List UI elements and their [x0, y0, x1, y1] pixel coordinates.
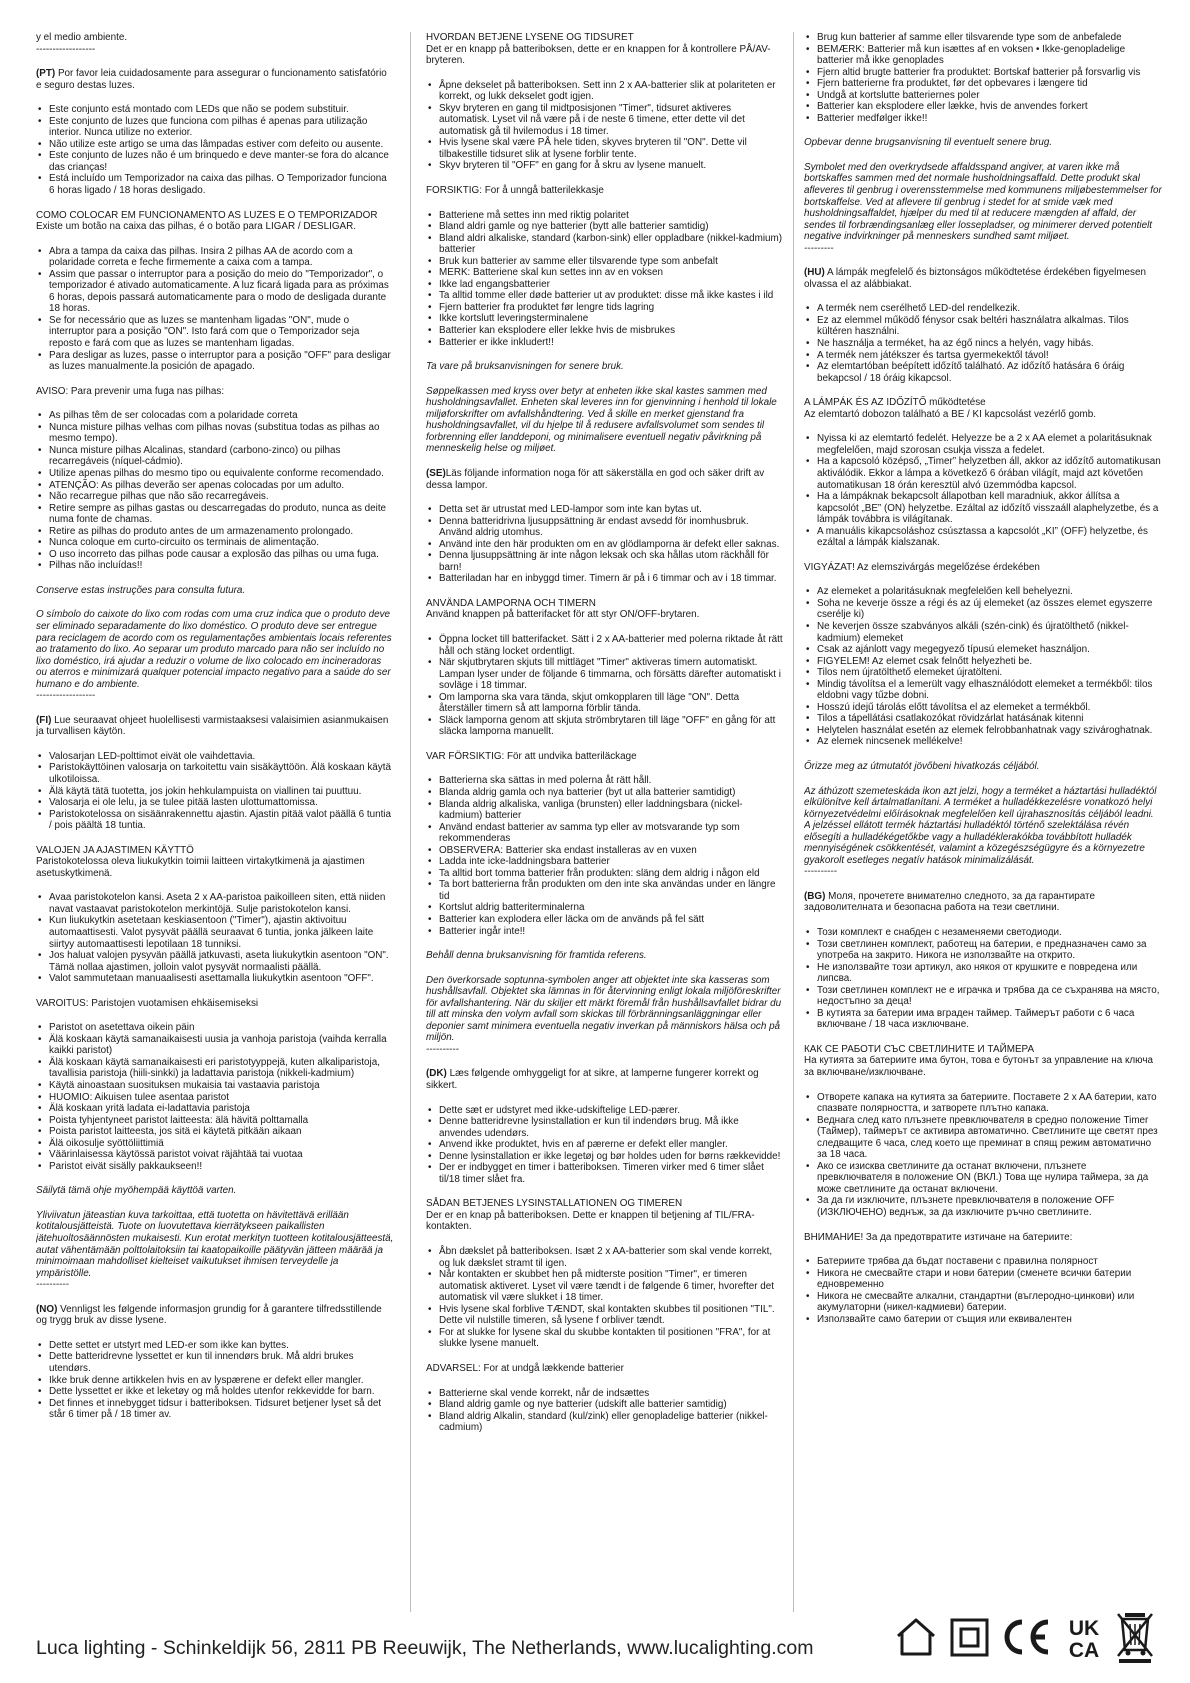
list-item: • Jos haluat valojen pysyvän päällä jatkuvasti, aseta liukukytkin asentoon "ON". Tämä nollaa ajastimen, jolloin valot pysyvät normaalisti päällä. — [36, 950, 394, 973]
list-item: • Този светлинен комплект не е играчка и трябва да се съхранява на място, недостъпно за деца! — [804, 985, 1162, 1008]
italic-note — [426, 950, 784, 962]
ukca-bottom: CA — [1068, 1639, 1100, 1662]
list-item: • Skyv bryteren til "OFF" en gang for å skru av lysene manuelt. — [426, 160, 784, 172]
list-item: • Det finnes et innebygget tidsur i batteriboksen. Tidsuret betjener lyset så det står 6 timer på / 18 timer av. — [36, 1398, 394, 1421]
italic-note — [426, 361, 784, 373]
list-item: • Fjern batterier fra produktet før lengre tids lagring — [426, 302, 784, 314]
bullet-list — [804, 927, 1162, 1031]
list-item: • Ez az elemmel működő fénysor csak beltéri használatra alkalmas. Tilos kültéren használni. — [804, 315, 1162, 338]
note-text: Őrizze meg az útmutatót jövőbeni hivatkozás céljából. — [804, 760, 1040, 772]
list-item: • Älä oikosulje syöttöliittimiä — [36, 1138, 394, 1150]
list-item: • Mindig távolítsa el a lemerült vagy elhasználódott elemeket a termékből: tilos eldobni vagy tűzbe dobni. — [804, 679, 1162, 702]
list-item: • Веднага след като плъзнете превключвателя в средно положение Timer (Таймер), таймерът се активира автоматично. Светлините ще светят през следващите 6 часа, след което ще преминат в спящ режим автоматично за 18 часа. — [804, 1115, 1162, 1161]
list-item: • Soha ne keverje össze a régi és az új elemeket (az összes elemet egyszerre cserélje ki) — [804, 598, 1162, 621]
bullet-list — [804, 586, 1162, 748]
list-item: • Não utilize este artigo se uma das lâmpadas estiver com defeito ou ausente. — [36, 139, 394, 151]
section-text — [36, 998, 394, 1010]
list-item: • Utilize apenas pilhas do mesmo tipo ou equivalente conforme recomendado. — [36, 468, 394, 480]
list-item: • Батериите трябва да бъдат поставени с правилна полярност — [804, 1256, 1162, 1268]
list-item: • Az elemeket a polaritásuknak megfelelően kell behelyezni. — [804, 586, 1162, 598]
list-item: • Brug kun batterier af samme eller tilsvarende type som de anbefalede — [804, 32, 1162, 44]
list-item: • Nunca coloque em curto-circuito os terminais de alimentação. — [36, 537, 394, 549]
list-item: • Tilos nem újratölthető elemeket újratölteni. — [804, 667, 1162, 679]
list-item: • Kortslut aldrig batteriterminalerna — [426, 902, 784, 914]
list-item: • Assim que passar o interruptor para a posição do meio do "Temporizador", o temporizador é ativado automaticamente. A luz ficará ligada para as próximas 6 horas, depois passará automaticamente para o modo de desligada durante 18 horas. — [36, 269, 394, 315]
list-item: • Åbn dækslet på batteriboksen. Isæt 2 x AA-batterier som skal vende korrekt, og luk dækslet stramt til igen. — [426, 1246, 784, 1269]
note-text: O símbolo do caixote do lixo com rodas com uma cruz indica que o produto deve ser eliminado separadamente do lixo doméstico. O produto deve ser entregue para reciclagem de acordo com os regulamentações ambientais locais referentes ao tratamento do lixo. Ao separar um produto marcado para não ser incluído no lixo doméstico, irá ajudar a reduzir o volume de lixo colocado em incineradoras ou aterros e minimizará qualquer potencial impacto negativo para a saúde do ser humano e do ambiente. ------------------ — [36, 609, 392, 702]
section-text — [426, 32, 784, 67]
language-section-intro — [36, 715, 394, 738]
section-text — [426, 1198, 784, 1233]
list-item: • Ta bort batterierna från produkten om den inte ska användas under en längre tid — [426, 879, 784, 902]
bullet-list — [426, 1388, 784, 1434]
paragraph: A LÁMPÁK ÉS AZ IDŐZÍTŐ működtetése Az elemtartó dobozon található a BE / KI kapcsolást vezérlő gomb. — [804, 397, 1097, 420]
column-3 — [804, 32, 1162, 1607]
bullet-list — [36, 246, 394, 373]
bullet-list — [36, 1022, 394, 1172]
list-item: • Batterier ingår inte!! — [426, 926, 784, 938]
list-item: • Paristokäyttöinen valosarja on tarkoitettu vain sisäkäyttöön. Älä koskaan käytä ulkotiloissa. — [36, 762, 394, 785]
bullet-list — [36, 410, 394, 572]
list-item: • Dette settet er utstyrt med LED-er som ikke kan byttes. — [36, 1340, 394, 1352]
list-item: • Der er indbygget en timer i batteriboksen. Timeren virker med 6 timer slået til/18 timer slået fra. — [426, 1162, 784, 1185]
list-item: • Batterierne skal vende korrekt, når de indsættes — [426, 1388, 784, 1400]
list-item: • As pilhas têm de ser colocadas com a polaridade correta — [36, 410, 394, 422]
bullet-list — [36, 751, 394, 832]
paragraph: VAR FÖRSIKTIG: För att undvika batteriläckage — [426, 750, 637, 762]
crossed-out-wheelie-bin-icon — [1115, 1608, 1155, 1664]
note-text: Symbolet med den overkrydsede affaldsspand angiver, at varen ikke må bortskaffes sammen med det normale husholdningsaffald. Dette produkt skal afleveres til genbrug i overensstemmelse med kommunens miljøbestemmelser for bortskaffelse. Ved at aflevere til genbrug i stedet for at smide væk med husholdningsaffaldet, hjælper du med til at reducere mængden af affald, der sendes til forbrændingsanlæg eller lossepladser, og minimerer derved potentielt negative indvirkninger på menneskers sundhed samt miljøet. --------- — [804, 161, 1162, 254]
section-text — [804, 562, 1162, 574]
list-item: • Detta set är utrustat med LED-lampor som inte kan bytas ut. — [426, 504, 784, 516]
paragraph: ВНИМАНИЕ! За да предотвратите изтичане на батериите: — [804, 1231, 1073, 1243]
note-text: Den överkorsade soptunna-symbolen anger att objektet inte ska kasseras som hushållsavfall. Objektet ska lämnas in för återvinning enligt lokala miljöföreskrifter för avfallshantering. När du skiljer ett märkt föremål från hushållsavfallet bidrar du till att minska den volym avfall som skickas till förbränningsanläggningar eller deponier samt minimera eventuella negativ inverkan på människors hälsa och på miljön. ---------- — [426, 974, 782, 1055]
list-item: • Denna ljusuppsättning är inte någon leksak och ska hållas utom räckhåll för barn! — [426, 550, 784, 573]
paragraph: VIGYÁZAT! Az elemszivárgás megelőzése érdekében — [804, 561, 1040, 573]
list-item: • Kun liukukytkin asetetaan keskiasentoon ("Timer"), ajastin aktivoituu automaattisesti. Valot pysyvät päällä seuraavat 6 tuntia, jonka jälkeen laite siirtyy automaattisesti lepotilaan 18 tunniksi. — [36, 915, 394, 950]
list-item: • Batterier kan eksplodere eller lække, hvis de anvendes forkert — [804, 101, 1162, 113]
list-item: • Anvend ikke produktet, hvis en af pærerne er defekt eller mangler. — [426, 1139, 784, 1151]
language-code: (BG) — [804, 890, 826, 902]
note-text: Yliviivatun jäteastian kuva tarkoittaa, että tuotetta on hävitettävä erillään kotitalousjätteistä. Tuote on luovutettava kierrätykseen paikallisten jätehuoltosäännösten mukaisesti. Kun erotat merkityn tuotteen kotitalousjätteestä, autat vähentämään polttolaitoksiin tai kaatopaikoille päätyvän jätteen määrää ja minimoimaan mahdolliset kielteiset vaikutukset ihmisen terveydelle ja ympäristölle. ---------- — [36, 1209, 394, 1291]
list-item: • Bland aldrig Alkalin, standard (kul/zink) eller genopladelige batterier (nikkel-cadmium) — [426, 1411, 784, 1434]
list-item: • Pilhas não incluídas!! — [36, 560, 394, 572]
section-text — [426, 185, 784, 197]
list-item: • Denne batteridrevne lysinstallation er kun til indendørs brug. Må ikke anvendes udendørs. — [426, 1116, 784, 1139]
list-item: • Denne lysinstallation er ikke legetøj og bør holdes uden for børns rækkevidde! — [426, 1151, 784, 1163]
language-code: (SE) — [426, 467, 446, 479]
list-item: • Tilos a tápellátási csatlakozókat rövidzárlat hatásának kitenni — [804, 713, 1162, 725]
list-item: • Az elemek nincsenek mellékelve! — [804, 736, 1162, 748]
list-item: • Dette batteridrevne lyssettet er kun til innendørs bruk. Må aldri brukes utendørs. — [36, 1351, 394, 1374]
list-item: • Ha a kapcsoló középső, „Timer” helyzetben áll, akkor az időzítő automatikusan aktiválódik. Ekkor a lámpa a következő 6 órában világít, majd azt követően automatikusan 18 órán keresztül alvó üzemmódba kapcsol. — [804, 456, 1162, 491]
list-item: • Ако се изисква светлините да останат включени, плъзнете превключвателя в положение ON (ВКЛ.) Това ще нулира таймера, за да може светлините да останат включени. — [804, 1161, 1162, 1196]
list-item: • Hvis lysene skal forblive TÆNDT, skal kontakten skubbes til positionen "TIL". Dette vil nulstille timeren, så lysene f orbliver tændt. — [426, 1304, 784, 1327]
list-item: • Ikke lad engangsbatterier — [426, 279, 784, 291]
list-item: • Åpne dekselet på batteriboksen. Sett inn 2 x AA-batterier slik at polariteten er korrekt, og lukk dekselet godt igjen. — [426, 80, 784, 103]
list-item: • Denna batteridrivna ljusuppsättning är endast avsedd för inomhusbruk. Använd aldrig utomhus. — [426, 516, 784, 539]
italic-note — [804, 761, 1162, 773]
bullet-list — [36, 892, 394, 984]
section-text — [36, 32, 394, 55]
list-item: • Отворете капака на кутията за батериите. Поставете 2 x AA батерии, като спазвате полярността, и затворете плътно капака. — [804, 1092, 1162, 1115]
list-item: • Batterier kan eksplodere eller lekke hvis de misbrukes — [426, 325, 784, 337]
section-text — [36, 210, 394, 233]
bullet-list — [426, 634, 784, 738]
list-item: • Ne keverjen össze szabványos alkáli (szén-cink) és újratölthető (nikkel-kadmium) elemeket — [804, 621, 1162, 644]
list-item: • В кутията за батерии има вграден таймер. Таймерът работи с 6 часа включване / 18 часа изключване. — [804, 1008, 1162, 1031]
list-item: • BEMÆRK: Batterier må kun isættes af en voksen • Ikke-genopladelige batterier må ikke genoplades — [804, 44, 1162, 67]
list-item: • Käytä ainoastaan suosituksen mukaisia tai vastaavia paristoja — [36, 1080, 394, 1092]
list-item: • O uso incorreto das pilhas pode causar a explosão das pilhas ou uma fuga. — [36, 549, 394, 561]
note-text: Opbevar denne brugsanvisning til eventuelt senere brug. — [804, 137, 1053, 149]
list-item: • Batterier er ikke inkludert!! — [426, 337, 784, 349]
list-item: • Abra a tampa da caixa das pilhas. Insira 2 pilhas AA de acordo com a polaridade correta e feche firmemente a caixa com a tampa. — [36, 246, 394, 269]
list-item: • Undgå at kortslutte batteriernes poler — [804, 90, 1162, 102]
section-text — [804, 1232, 1162, 1244]
list-item: • Никога не смесвайте стари и нови батерии (сменете всички батерии едновременно — [804, 1268, 1162, 1291]
bullet-list — [804, 1256, 1162, 1325]
list-item: • Når kontakten er skubbet hen på midterste position "Timer", er timeren automatisk aktiveret. Lyset vil være tændt i de følgende 6 timer, hvorefter det automatisk vil være slukket i 18 timer. — [426, 1269, 784, 1304]
bullet-list — [36, 104, 394, 196]
bullet-list — [426, 80, 784, 172]
bullet-list — [36, 1340, 394, 1421]
list-item: • A termék nem játékszer és tartsa gyermekektől távol! — [804, 350, 1162, 362]
note-text: Behåll denna bruksanvisning för framtida referens. — [426, 950, 647, 962]
bullet-list — [804, 32, 1162, 124]
language-section-intro — [426, 468, 784, 491]
section-text — [804, 397, 1162, 420]
list-item: • Ta alltid tomme eller døde batterier ut av produktet: disse må ikke kastes i ild — [426, 290, 784, 302]
note-text: Søppelkassen med kryss over betyr at enheten ikke skal kastes sammen med husholdningsavfallet. Enheten skal leveres inn for gjenvinning i henhold til lokale miljøforskrifter om avfallshåndtering. Ved å skille en merket gjenstand fra husholdningsavfallet, vil du hjelpe til å redusere avfallsvolumet som sendes til forbrenning eller landdeponi, og minimalisere eventuell negativ påvirkning på menneskelig helse og miljøet. — [426, 385, 777, 455]
list-item: • Skyv bryteren en gang til midtposisjonen "Timer", tidsuret aktiveres automatisk. Lyset vil nå være på i de neste 6 timene, etter dette vil det automatisk gå til hvilemodus i 18 timer. — [426, 103, 784, 138]
list-item: • For at slukke for lysene skal du skubbe kontakten til positionen "FRA", for at slukke lysene manuelt. — [426, 1327, 784, 1350]
list-item: • Fjern batterierne fra produktet, før det opbevares i længere tid — [804, 78, 1162, 90]
list-item: • Öppna locket till batterifacket. Sätt i 2 x AA-batterier med polerna riktade åt rätt håll och stäng locket ordentligt. — [426, 634, 784, 657]
ce-mark-icon — [999, 1614, 1053, 1660]
list-item: • Para desligar as luzes, passe o interruptor para a posição "OFF" para desligar as luzes manualmente.la posición de apagado. — [36, 350, 394, 373]
list-item: • A termék nem cserélhető LED-del rendelkezik. — [804, 303, 1162, 315]
language-section-intro — [804, 267, 1162, 290]
language-code: (DK) — [426, 1068, 447, 1080]
list-item: • Använd inte den här produkten om en av glödlamporna är defekt eller saknas. — [426, 539, 784, 551]
italic-note — [426, 975, 784, 1056]
language-section-intro — [36, 68, 394, 91]
list-item: • Nyissa ki az elemtartó fedelét. Helyezze be a 2 x AA elemet a polaritásuknak megfelelően, majd szorosan csukja vissza a fedelet. — [804, 433, 1162, 456]
list-item: • Retire as pilhas do produto antes de um armazenamento prolongado. — [36, 526, 394, 538]
list-item: • Se for necessário que as luzes se mantenham ligadas "ON", mude o interruptor para a posição "ON". Isto fará com que o Temporizador seja reposto e fará com que as luzes se mantenham ligadas. — [36, 315, 394, 350]
italic-note — [36, 1185, 394, 1197]
list-item: • За да ги изключите, плъзнете превключвателя в положение OFF (ИЗКЛЮЧЕНО) веднъж, за да изключите ръчно светлините. — [804, 1195, 1162, 1218]
list-item: • Batteriladan har en inbyggd timer. Timern är på i 6 timmar och av i 18 timmar. — [426, 573, 784, 585]
ukca-top: UK — [1068, 1617, 1100, 1640]
intro-text: Läs följande information noga för att säkerställa en god och säker drift av dessa lampor. — [426, 467, 765, 491]
indoor-use-house-icon — [893, 1614, 939, 1660]
list-item: • HUOMIO: Aikuisen tulee asentaa paristot — [36, 1092, 394, 1104]
bullet-list — [426, 504, 784, 585]
list-item: • Blanda aldrig alkaliska, vanliga (brunsten) eller laddningsbara (nickel-kadmium) batterier — [426, 799, 784, 822]
intro-text: Læs følgende omhyggeligt for at sikre, at lamperne fungerer korrekt og sikkert. — [426, 1068, 759, 1092]
list-item: • Este conjunto está montado com LEDs que não se podem substituir. — [36, 104, 394, 116]
language-code: (HU) — [804, 267, 825, 279]
paragraph: COMO COLOCAR EM FUNCIONAMENTO AS LUZES E O TEMPORIZADOR Existe um botão na caixa das pilhas, é o botão para LIGAR / DESLIGAR. — [36, 209, 378, 233]
list-item: • Този светлинен комплект, работещ на батерии, е предназначен само за употреба на закрито. Никога не използвайте на открито. — [804, 939, 1162, 962]
list-item: • När skjutbrytaren skjuts till mittläget "Timer" aktiveras timern automatiskt. Lampan lyser under de följande 6 timmarna, och försätts därefter automatiskt i sovläge i 18 timmar. — [426, 657, 784, 692]
list-item: • Ne használja a terméket, ha az égő nincs a helyén, vagy hibás. — [804, 338, 1162, 350]
footer-address: Luca lighting - Schinkeldijk 56, 2811 PB Reeuwijk, The Netherlands, www.lucalighting.com — [36, 1637, 814, 1659]
list-item: • Este conjunto de luzes que funciona com pilhas é apenas para utilização interior. Nunca utilize no exterior. — [36, 116, 394, 139]
bullet-list — [804, 433, 1162, 548]
list-item: • Не използвайте този артикул, ако някоя от крушките е повредена или липсва. — [804, 962, 1162, 985]
list-item: • Helytelen használat esetén az elemek felrobbanhatnak vagy szivároghatnak. — [804, 725, 1162, 737]
paragraph: ANVÄNDA LAMPORNA OCH TIMERN Använd knappen på batterifacket för att styr ON/OFF-brytaren. — [426, 597, 700, 621]
list-item: • Batterier kan explodera eller läcka om de används på fel sätt — [426, 914, 784, 926]
italic-note — [804, 786, 1162, 878]
bullet-list — [426, 1105, 784, 1186]
section-text — [426, 1363, 784, 1375]
language-section-intro — [36, 1304, 394, 1327]
intro-text: Por favor leia cuidadosamente para assegurar o funcionamento satisfatório e seguro destas luzes. — [36, 68, 387, 91]
list-item: • Älä käytä tätä tuotetta, jos jokin hehkulampuista on viallinen tai puuttuu. — [36, 786, 394, 798]
list-item: • Este conjunto de luzes não é um brinquedo e deve manter-se fora do alcance das crianças! — [36, 150, 394, 173]
ukca-mark-icon — [1061, 1614, 1107, 1662]
section-text — [426, 751, 784, 763]
list-item: • Paristokotelossa on sisäänrakennettu ajastin. Ajastin pitää valot päällä 6 tuntia / pois päältä 18 tuntia. — [36, 809, 394, 832]
list-item: • Hosszú idejű tárolás előtt távolítsa el az elemeket a termékből. — [804, 702, 1162, 714]
paragraph: HVORDAN BETJENE LYSENE OG TIDSURET Det er en knapp på batteriboksen, dette er en knappen for å kontrollere PÅ/AV-bryteren. — [426, 32, 771, 67]
paragraph: AVISO: Para prevenir uma fuga nas pilhas: — [36, 385, 225, 397]
italic-note — [804, 137, 1162, 149]
bullet-list — [804, 303, 1162, 384]
paragraph: SÅDAN BETJENES LYSINSTALLATIONEN OG TIMEREN Der er en knap på batteriboksen. Dette er knappen til betjening af TIL/FRA-kontakten. — [426, 1198, 755, 1233]
list-item: • OBSERVERA: Batterier ska endast installeras av en vuxen — [426, 845, 784, 857]
list-item: • Paristot eivät sisälly pakkaukseen!! — [36, 1161, 394, 1173]
double-insulation-icon — [949, 1614, 991, 1660]
section-text — [426, 598, 784, 621]
bullet-list — [426, 775, 784, 937]
list-item: • Använd endast batterier av samma typ eller av motsvarande typ som rekommenderas — [426, 822, 784, 845]
list-item: • Batterierna ska sättas in med polerna åt rätt håll. — [426, 775, 784, 787]
language-section-intro — [426, 1068, 784, 1091]
intro-text: A lámpák megfelelő és biztonságos működtetése érdekében figyelmesen olvassa el az alábbiakat. — [804, 267, 1146, 290]
list-item: • Väärinlaisessa käytössä paristot voivat räjähtää tai vuotaa — [36, 1149, 394, 1161]
list-item: • Az elemtartóban beépített időzítő található. Az időzítő hatására 6 óráig bekapcsol / 18 óráig kikapcsol. — [804, 361, 1162, 384]
paragraph: КАК СЕ РАБОТИ СЪС СВЕТЛИНИТЕ И ТАЙМЕРА На кутията за батериите има бутон, това е бутонът за управление на ключа за включване/изключване. — [804, 1043, 1153, 1079]
note-text: Ta vare på bruksanvisningen for senere bruk. — [426, 361, 624, 373]
list-item: • Om lamporna ska vara tända, skjut omkopplaren till läge "ON". Detta återställer timern så att lamporna förblir tända. — [426, 692, 784, 715]
list-item: • Valosarja ei ole lelu, ja se tulee pitää lasten ulottumattomissa. — [36, 797, 394, 809]
list-item: • Batteriene må settes inn med riktig polaritet — [426, 210, 784, 222]
list-item: • Älä koskaan käytä samanaikaisesti eri paristotyyppejä, kuten alkaliparistoja, tavallisia paristoja (hiili-sinkki) ja ladattavia paristoja (nikkeli-kadmium) — [36, 1057, 394, 1080]
list-item: • Paristot on asetettava oikein päin — [36, 1022, 394, 1034]
section-text — [36, 386, 394, 398]
list-item: • Ladda inte icke-laddningsbara batterier — [426, 856, 784, 868]
intro-text: Моля, прочетете внимателно следното, за да гарантирате задоволителната и безопасна работа на тези светлини. — [804, 890, 1095, 914]
list-item: • Bland aldrig gamle og nye batterier (udskift alle batterier samtidig) — [426, 1399, 784, 1411]
list-item: • Ta alltid bort tomma batterier från produkten: släng dem aldrig i någon eld — [426, 868, 784, 880]
list-item: • Този комплект е снабден с незаменяеми светодиоди. — [804, 927, 1162, 939]
list-item: • Използвайте само батерии от същия или еквивалентен — [804, 1314, 1162, 1326]
list-item: • Dette sæt er udstyret med ikke-udskiftelige LED-pærer. — [426, 1105, 784, 1117]
list-item: • Älä koskaan yritä ladata ei-ladattavia paristoja — [36, 1103, 394, 1115]
paragraph: VAROITUS: Paristojen vuotamisen ehkäisemiseksi — [36, 997, 259, 1009]
list-item: • Bland aldri gamle og nye batterier (bytt alle batterier samtidig) — [426, 221, 784, 233]
paragraph: FORSIKTIG: For å unngå batterilekkasje — [426, 185, 604, 197]
italic-note — [36, 609, 394, 701]
list-item: • A manuális kikapcsoláshoz csúsztassa a kapcsolót „KI” (OFF) helyzetbe, és ezáltal a lámpák kialszanak. — [804, 526, 1162, 549]
bullet-list — [426, 1246, 784, 1350]
list-item: • Bruk kun batterier av samme eller tilsvarende type som anbefalt — [426, 256, 784, 268]
list-item: • Hvis lysene skal være PÅ hele tiden, skyves bryteren til "ON". Dette vil tilbakestille tidsuret slik at lysene forblir tente. — [426, 137, 784, 160]
language-code: (NO) — [36, 1303, 58, 1315]
list-item: • Batterier medfølger ikke!! — [804, 113, 1162, 125]
list-item: • Ikke kortslutt leveringsterminalene — [426, 313, 784, 325]
bullet-list — [804, 1092, 1162, 1219]
list-item: • Bland aldri alkaliske, standard (karbon-sink) eller oppladbare (nikkel-kadmium) batterier — [426, 233, 784, 256]
list-item: • Está incluído um Temporizador na caixa das pilhas. O Temporizador funciona 6 horas ligado / 18 horas desligado. — [36, 173, 394, 196]
list-item: • Älä koskaan käytä samanaikaisesti uusia ja vanhoja paristoja (vaihda kerralla kaikki paristot) — [36, 1034, 394, 1057]
column-1 — [36, 32, 394, 1607]
paragraph: VALOJEN JA AJASTIMEN KÄYTTÖ Paristokotelossa oleva liukukytkin toimii laitteen virtakytkimenä ja ajastimen asetuskytkimenä. — [36, 844, 365, 879]
list-item: • Avaa paristokotelon kansi. Aseta 2 x AA-paristoa paikoilleen siten, että niiden navat vastaavat paristokotelon merkintöjä. Sulje paristokotelon kansi. — [36, 892, 394, 915]
language-code: (PT) — [36, 68, 56, 80]
paragraph: y el medio ambiente. ------------------ — [36, 32, 128, 55]
list-item: • Valot sammutetaan manuaalisesti asettamalla liukukytkin asentoon "OFF". — [36, 973, 394, 985]
intro-text: Lue seuraavat ohjeet huolellisesti varmistaaksesi valaisimien asianmukaisen ja turvallisen käytön. — [36, 714, 389, 738]
section-text — [804, 1044, 1162, 1079]
list-item: • Blanda aldrig gamla och nya batterier (byt ut alla batterier samtidigt) — [426, 787, 784, 799]
list-item: • Não recarregue pilhas que não são recarregáveis. — [36, 491, 394, 503]
column-2 — [426, 32, 784, 1607]
list-item: • FIGYELEM! Az elemet csak felnőtt helyezheti be. — [804, 656, 1162, 668]
list-item: • Fjern altid brugte batterier fra produktet: Bortskaf batterier på forsvarlig vis — [804, 67, 1162, 79]
language-section-intro — [804, 891, 1162, 914]
note-text: Säilytä tämä ohje myöhempää käyttöä varten. — [36, 1185, 237, 1197]
italic-note — [426, 386, 784, 455]
list-item: • Ikke bruk denne artikkelen hvis en av lyspærene er defekt eller mangler. — [36, 1375, 394, 1387]
italic-note — [804, 162, 1162, 254]
section-text — [36, 845, 394, 880]
intro-text: Vennligst les følgende informasjon grundig for å garantere tilfredsstillende og trygg bruk av disse lysene. — [36, 1303, 382, 1327]
list-item: • Никога не смесвайте алкални, стандартни (въглеродно-цинкови) или акумулаторни (никел-кадмиеви) батерии. — [804, 1291, 1162, 1314]
note-text: Conserve estas instruções para consulta futura. — [36, 584, 246, 596]
list-item: • Ha a lámpáknak bekapcsolt állapotban kell maradniuk, akkor állítsa a kapcsolót „BE” (ON) helyzetbe. Ezáltal az időzítő visszaáll alaphelyzetbe, és a lámpák továbbra is világítanak. — [804, 491, 1162, 526]
italic-note — [36, 585, 394, 597]
list-item: • Dette lyssettet er ikke et leketøy og må holdes utenfor rekkevidde for barn. — [36, 1386, 394, 1398]
note-text: Az áthúzott szemeteskáda ikon azt jelzi, hogy a terméket a háztartási hulladéktól elkülönítve kell ártalmatlanítani. A terméket a hulladékkezelésre vonatkozó helyi környezetvédelmi előírásoknak megfelelően kell újrahasznosítás céljából leadni. A jelzéssel ellátott termék háztartási hulladéktól történő szelektálása révén elősegíti a hulladékégetőkbe vagy a hulladéklerakókba továbbított hulladék mennyiségének csökkentését, valamint a közegészségügyre és a környezetre gyakorolt esetleges negatív hatások minimalizálását. ---------- — [804, 785, 1157, 878]
list-item: • Poista paristot laitteesta, jos sitä ei käytetä pitkään aikaan — [36, 1126, 394, 1138]
list-item: • Nunca misture pilhas Alcalinas, standard (carbono-zinco) ou pilhas recarregáveis (níquel-cádmio). — [36, 445, 394, 468]
list-item: • MERK: Batteriene skal kun settes inn av en voksen — [426, 267, 784, 279]
list-item: • Retire sempre as pilhas gastas ou descarregadas do produto, nunca as deite numa fonte de chamas. — [36, 503, 394, 526]
bullet-list — [426, 210, 784, 349]
column-divider — [410, 32, 411, 1612]
list-item: • Nunca misture pilhas velhas com pilhas novas (substitua todas as pilhas ao mesmo tempo). — [36, 422, 394, 445]
italic-note — [36, 1210, 394, 1291]
certification-marks — [893, 1614, 1163, 1674]
column-divider — [793, 32, 794, 1612]
list-item: • ATENÇÃO: As pilhas deverão ser apenas colocadas por um adulto. — [36, 480, 394, 492]
paragraph: ADVARSEL: For at undgå lækkende batterier — [426, 1362, 624, 1374]
list-item: • Valosarjan LED-polttimot eivät ole vaihdettavia. — [36, 751, 394, 763]
list-item: • Csak az ajánlott vagy megegyező típusú elemeket használjon. — [804, 644, 1162, 656]
list-item: • Släck lamporna genom att skjuta strömbrytaren till läge "OFF" en gång för att släcka lamporna manuellt. — [426, 715, 784, 738]
language-code: (FI) — [36, 714, 52, 726]
list-item: • Poista tyhjentyneet paristot laitteesta: älä hävitä polttamalla — [36, 1115, 394, 1127]
